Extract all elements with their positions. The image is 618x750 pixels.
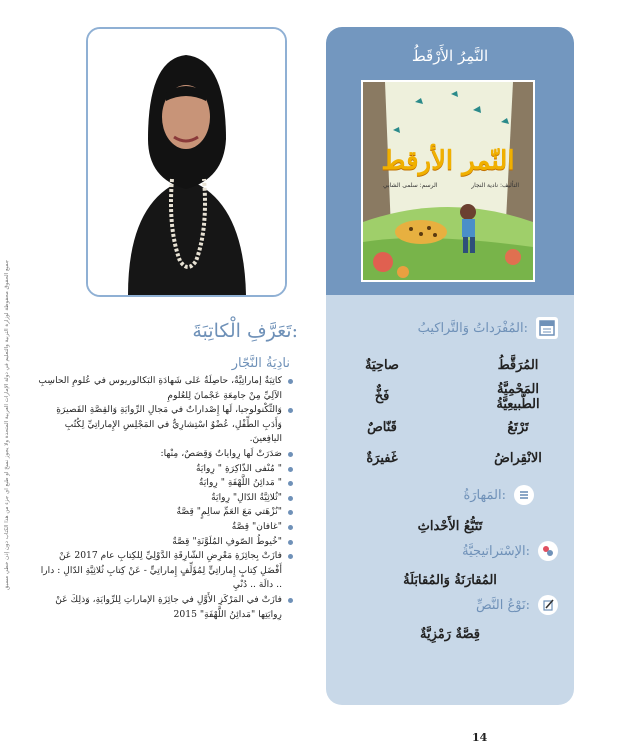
vocab-word: الانْقِراضُ — [494, 451, 542, 466]
vocab-word: فَخٌّ — [374, 389, 390, 404]
bio-item: فازَتْ بِجائِزَةِ مَعْرِضِ الشّارِقَةِ الدَّوْلِيِّ لِلكِتابِ عام 2017 عَنْ أَفْضَلِ كِتابٍ إِماراتِيٍّ لِمُؤَلِّفٍ إِماراتِيٍّ - عَنْ كِتابِ ثُلاثِيَّةِ الدّالِ : دارا .. دالَة .. دُنْيِ — [36, 549, 282, 593]
skill-heading — [463, 485, 534, 505]
pencil-icon — [538, 595, 558, 615]
text-type-value: قِصَّةٌ رَمْزِيَّةٌ — [420, 627, 480, 642]
vocab-word: صاحِيَةٌ — [365, 358, 399, 373]
vocab-word: تَرْتَعُ — [507, 420, 529, 435]
strategy-value: المُقارَنَةُ وَالمُقابَلَةُ — [403, 573, 497, 588]
list-icon — [514, 485, 534, 505]
lesson-info-panel — [326, 27, 574, 705]
vocab-row — [326, 412, 574, 443]
vocab-row — [326, 381, 574, 412]
bio-item: صَدَرَتْ لَها رِواياتٌ وَقِصَصٌ، مِنْها: — [36, 447, 282, 462]
bio-item: "غافان" قِصَّةٌ — [36, 520, 282, 535]
vocab-heading-label: المُفْرَداتُ وَالتَّراكيبُ: — [417, 320, 528, 336]
bio-item: وَالتِّكْنولوجيا، لَها إِصْداراتٌ في مَجالِ الرِّوايَةِ وَالقِصَّةِ القَصيرَةِ وَأَدَبِ الطِّفْلِ، عُضْوٌ اسْتِشارِيٌّ في المَجْلِسِ الإِماراتِيِّ لِكُتُبِ اليافِعينَ. — [36, 403, 282, 447]
strategy-heading-label: الإسْتراتيجيَّةُ: — [462, 543, 530, 559]
strategy-heading — [462, 541, 558, 561]
bio-item: "خُيوطُ الصّوفِ المُلَوَّنَةِ" قِصَّةٌ — [36, 535, 282, 550]
book-header — [326, 27, 574, 295]
strategy-icon — [538, 541, 558, 561]
text-type-heading-label: نَوْعُ النَّصِّ: — [475, 597, 530, 613]
cover-illustrator: الرسم: سلمى الشابي — [383, 182, 438, 189]
book-icon — [536, 317, 558, 339]
vocab-word: قَنّاصٌ — [367, 420, 397, 435]
bio-item: "نُزْهَتي مَعَ العَمِّ سالِمٍ" قِصَّةٌ — [36, 505, 282, 520]
text-type-heading — [476, 595, 558, 615]
bio-item: كاتِبَةٌ إماراتِيَّةٌ، حاصِلَةٌ عَلى شَهادَةِ البَكالوريوس في عُلومِ الحاسِبِ الآلِيِّ مِنْ جامِعَةِ عَجْمانَ لِلعُلومِ — [36, 374, 282, 403]
about-author-title: تَعَرَّفِ الْكاتِبَةَ: — [192, 320, 298, 342]
skill-value: تَتَبُّعُ الأَحْداثِ — [417, 519, 483, 534]
bio-item: فازَتْ في المَرْكَزِ الأَوَّلِ في جائِزَةِ الإماراتِ لِلرِّوايَةِ، وَذلِكَ عَنْ رِوايَتِها "مَدائِنُ اللَّهْفَةِ" 2015 — [36, 593, 282, 622]
page-number: 14 — [472, 731, 488, 744]
book-title: النَّمِرُ الأَرْقَطُ — [411, 47, 489, 65]
vocab-word: المُرَقَّطُ — [497, 358, 539, 373]
bio-item: "ثُلاثِيَّةُ الدّالِ" رِوايَةٌ — [36, 491, 282, 506]
cover-author: التأليف: نادية النجار — [471, 182, 519, 189]
skill-heading-label: المَهارَةُ: — [463, 487, 506, 503]
author-bio — [36, 374, 294, 622]
vocab-row — [326, 443, 574, 474]
copyright-side-note: جميع الحقوق محفوظة لوزارة التربية والتعليم في دولة الإمارات العربية المتحدة ولا يجوز نسخ أو طبع أي جزء من هذا الكتاب دون إذن خطي مسبق — [4, 259, 10, 590]
vocab-word: المَحْمِيَّةُ الطَّبيعِيَّةُ — [496, 381, 540, 412]
author-photo — [86, 27, 287, 297]
author-name: نادِيَةُ النَّجّار — [231, 356, 290, 371]
book-cover — [361, 80, 535, 282]
vocab-heading — [418, 317, 558, 339]
vocab-list — [326, 350, 574, 474]
vocab-row — [326, 350, 574, 381]
vocab-word: غَفيرَةٌ — [366, 451, 398, 466]
cover-illustration — [363, 82, 533, 280]
bio-item: " مُنْفى الذّاكِرَةِ " رِوايَةٌ — [36, 462, 282, 477]
bio-item: " مَدائِنُ اللَّهْفَةِ " رِوايَةٌ — [36, 476, 282, 491]
cover-title: النّمر الأرقط — [381, 146, 515, 176]
